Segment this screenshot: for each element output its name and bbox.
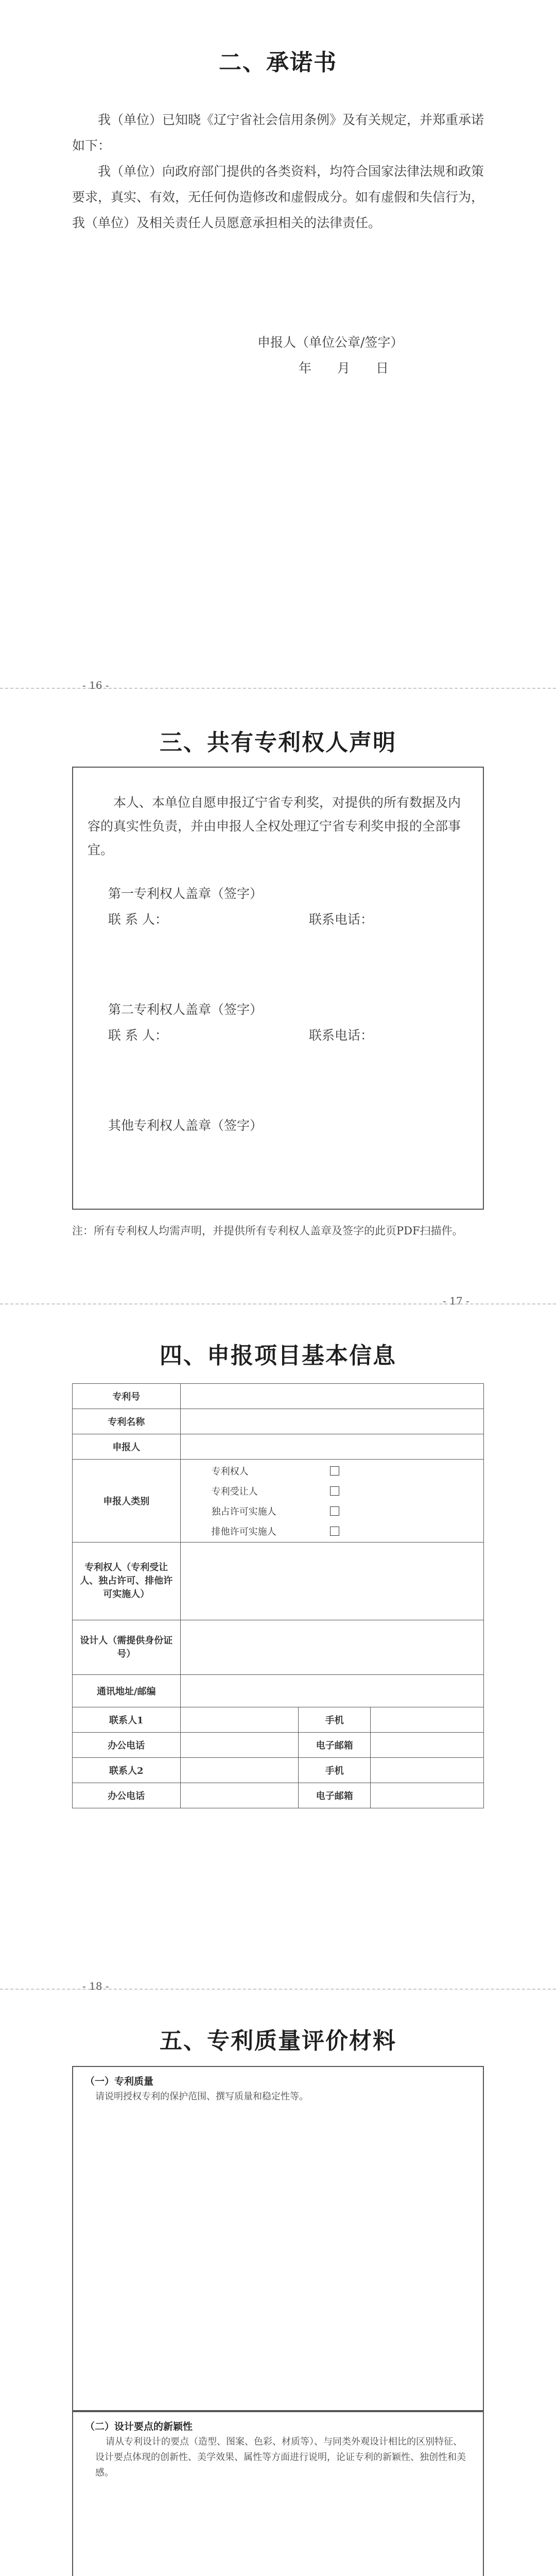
quality-sub2-text: 请从专利设计的要点（造型、图案、色彩、材质等）、与同类外观设计相比的区别特征、设计要点体现的创新性、美学效果、属性等方面进行说明，论证专利的新颖性、独创性和美感。	[95, 2436, 466, 2478]
table-row	[73, 1758, 484, 1783]
section3-title: 三、共有专利权人声明	[160, 730, 396, 756]
quality-sub1-text: 请说明授权专利的保护范围、撰写质量和稳定性等。	[95, 2091, 308, 2102]
first-holder-contact-label: 联 系 人：	[108, 912, 168, 927]
pledge-signature-label: 申报人（单位公章/签字）	[257, 335, 404, 350]
table-row	[73, 1733, 484, 1758]
office-phone-value[interactable]	[180, 1783, 299, 1808]
pledge-paragraph-2: 我（单位）向政府部门提供的各类资料，均符合国家法律法规和政策要求，真实、有效，无任何伪造修改和虚假成分。如有虚假和失信行为，我（单位）及相关责任人员愿意承担相关的法律责任。	[72, 164, 484, 230]
email-label: 电子邮箱	[299, 1733, 371, 1758]
type-option-label: 专利受让人	[211, 1486, 258, 1497]
pledge-paragraph-1: 我（单位）已知晓《辽宁省社会信用条例》及有关规定，并郑重承诺如下：	[72, 112, 484, 153]
patent-number-value[interactable]	[180, 1384, 483, 1409]
section4-title: 四、申报项目基本信息	[160, 1343, 396, 1369]
table-row	[73, 1434, 484, 1460]
quality-sub2-heading: （二）设计要点的新颖性	[85, 2421, 193, 2432]
quality-sub1-heading: （一）专利质量	[85, 2076, 154, 2087]
patent-name-value[interactable]	[180, 1409, 483, 1434]
holders-label: 专利权人（专利受让人、独占许可、排他许可实施人）	[73, 1543, 181, 1620]
section2-title: 二、承诺书	[219, 49, 337, 76]
applicant-value[interactable]	[180, 1434, 483, 1460]
table-row	[73, 1707, 484, 1733]
table-row	[73, 1543, 484, 1620]
patent-name-label: 专利名称	[73, 1409, 181, 1434]
second-holder-seal-label: 第二专利权人盖章（签字）	[108, 1002, 263, 1017]
joint-holder-note: 注：所有专利权人均需声明，并提供所有专利权人盖章及签字的此页PDF扫描件。	[72, 1225, 463, 1237]
applicant-label: 申报人	[73, 1434, 181, 1460]
patent-number-label: 专利号	[73, 1384, 181, 1409]
email-value[interactable]	[371, 1733, 484, 1758]
contact2-label: 联系人2	[73, 1758, 181, 1783]
applicant-type-options	[180, 1460, 483, 1543]
type-option-label: 独占许可实施人	[211, 1506, 276, 1517]
type-option-label: 专利权人	[211, 1466, 249, 1477]
address-value[interactable]	[180, 1675, 483, 1707]
email-value[interactable]	[371, 1783, 484, 1808]
contact1-label: 联系人1	[73, 1707, 181, 1733]
contact1-value[interactable]	[180, 1707, 299, 1733]
checkbox[interactable]	[330, 1486, 339, 1496]
second-holder-phone-label: 联系电话：	[309, 1028, 374, 1043]
second-holder-contact-label: 联 系 人：	[108, 1028, 168, 1043]
first-holder-phone-label: 联系电话：	[309, 912, 374, 927]
contact2-value[interactable]	[180, 1758, 299, 1783]
mobile-label: 手机	[299, 1707, 371, 1733]
checkbox[interactable]	[330, 1527, 339, 1536]
designer-label: 设计人（需提供身份证号）	[73, 1620, 181, 1675]
office-phone-value[interactable]	[180, 1733, 299, 1758]
designer-value[interactable]	[180, 1620, 483, 1675]
table-row	[73, 1460, 484, 1543]
quality-box-1[interactable]	[72, 2066, 484, 2411]
mobile-value[interactable]	[371, 1758, 484, 1783]
checkbox[interactable]	[330, 1466, 339, 1476]
joint-holder-statement-text: 本人、本单位自愿申报辽宁省专利奖，对提供的所有数据及内容的真实性负责，并由申报人全权处理辽宁省专利奖申报的全部事宜。	[88, 795, 461, 857]
pledge-date-label: 年 月 日	[299, 361, 389, 376]
basic-info-table	[72, 1383, 484, 1808]
applicant-type-label: 申报人类别	[73, 1460, 181, 1543]
checkbox[interactable]	[330, 1506, 339, 1516]
page-number-18: - 18 -	[82, 1980, 109, 1992]
page-separator	[0, 1303, 556, 1304]
table-row	[73, 1675, 484, 1707]
page-number-16: - 16 -	[82, 679, 109, 691]
mobile-label: 手机	[299, 1758, 371, 1783]
office-phone-label: 办公电话	[73, 1783, 181, 1808]
address-label: 通讯地址/邮编	[73, 1675, 181, 1707]
page-number-17: - 17 -	[443, 1295, 470, 1307]
table-row	[73, 1384, 484, 1409]
holders-value[interactable]	[180, 1543, 483, 1620]
table-row	[73, 1409, 484, 1434]
table-row	[73, 1783, 484, 1808]
office-phone-label: 办公电话	[73, 1733, 181, 1758]
type-option-label: 排他许可实施人	[211, 1526, 276, 1537]
other-holders-seal-label: 其他专利权人盖章（签字）	[108, 1118, 263, 1133]
table-row	[73, 1620, 484, 1675]
mobile-value[interactable]	[371, 1707, 484, 1733]
section5-title: 五、专利质量评价材料	[160, 2028, 396, 2054]
email-label: 电子邮箱	[299, 1783, 371, 1808]
first-holder-seal-label: 第一专利权人盖章（签字）	[108, 886, 263, 901]
